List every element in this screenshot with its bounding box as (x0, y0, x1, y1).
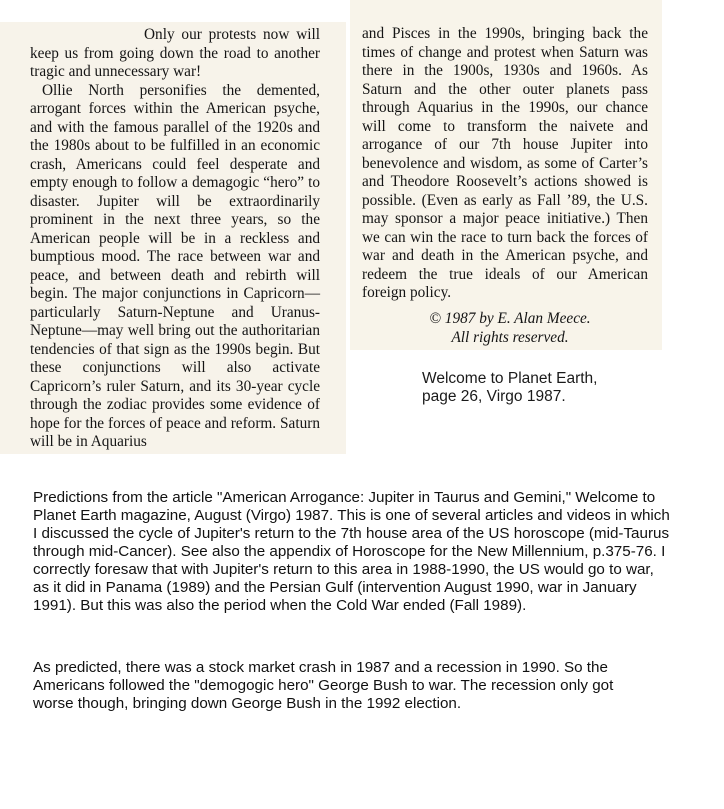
commentary-text: As predicted, there was a stock market crash in 1987 and a recession in 1990. So the Americans followed the "demogogic hero" George Bush to war. The recession only got worse though, bringing down George Bush in the 1992 election. (33, 659, 614, 712)
article-left-column (30, 26, 320, 452)
copyright-line: © 1987 by E. Alan Meece. (429, 310, 591, 327)
commentary-paragraph (33, 659, 633, 713)
commentary-text: Predictions from the article "American Arrogance: Jupiter in Taurus and Gemini," Welcome to Planet Earth magazine, August (Virgo) 1987. This is one of several articles and videos in which I discussed the cycle of Jupiter's return to the 7th house area of the US horoscope (mid-Taurus through mid-Cancer). See also the appendix of Horoscope for the New Millennium, p.375-76. I correctly foresaw that with Jupiter's return to this area in 1988-1990, the US would go to war, as it did in Panama (1989) and the Persian Gulf (intervention August 1990, war in January 1991). But this was also the period when the Cold War ended (Fall 1989). (33, 489, 670, 614)
caption-line: Welcome to Planet Earth, (422, 370, 598, 387)
article-right-column (362, 25, 648, 303)
article-paragraph: Only our protests now will keep us from going down the road to another tragic and unnecessary war! (30, 26, 320, 80)
caption-line: page 26, Virgo 1987. (422, 388, 566, 405)
copyright-notice (362, 310, 648, 347)
source-caption (422, 370, 682, 406)
article-paragraph: and Pisces in the 1990s, bringing back the times of change and protest when Saturn was there in the 1900s, 1930s and 1960s. As Saturn and the other outer planets pass through Aquarius in the 1990s, our chance will come to transform the naivete and arrogance of our 7th house Jupiter into benevolence and wisdom, as some of Carter’s and Theodore Roosevelt’s actions showed is possible. (Even as early as Fall ’89, the U.S. may sponsor a major peace initiative.) Then we can win the race to turn back the forces of war and death in the American psyche, and redeem the true ideals of our American foreign policy. (362, 25, 648, 301)
commentary-paragraph (33, 489, 673, 615)
rights-line: All rights reserved. (451, 328, 569, 346)
article-paragraph: Ollie North personifies the demented, arrogant forces within the American psyche, and with the famous parallel of the 1920s and the 1980s about to be fulfilled in an economic crash, Americans could feel desperate and empty enough to follow a demagogic “hero” to disaster. Jupiter will be extraordinarily prominent in the next three years, so the American people will be in a reckless and bumptious mood. The race between war and peace, and between death and rebirth will begin. The major conjunctions in Capricorn—particularly Saturn-Neptune and Uranus-Neptune—may well bring out the authoritarian tendencies of that sign as the 1990s begin. But these conjunctions will also activate Capricorn’s ruler Saturn, and its 30-year cycle through the zodiac provides some evidence of hope for the forces of peace and reform. Saturn will be in Aquarius (30, 81, 320, 450)
